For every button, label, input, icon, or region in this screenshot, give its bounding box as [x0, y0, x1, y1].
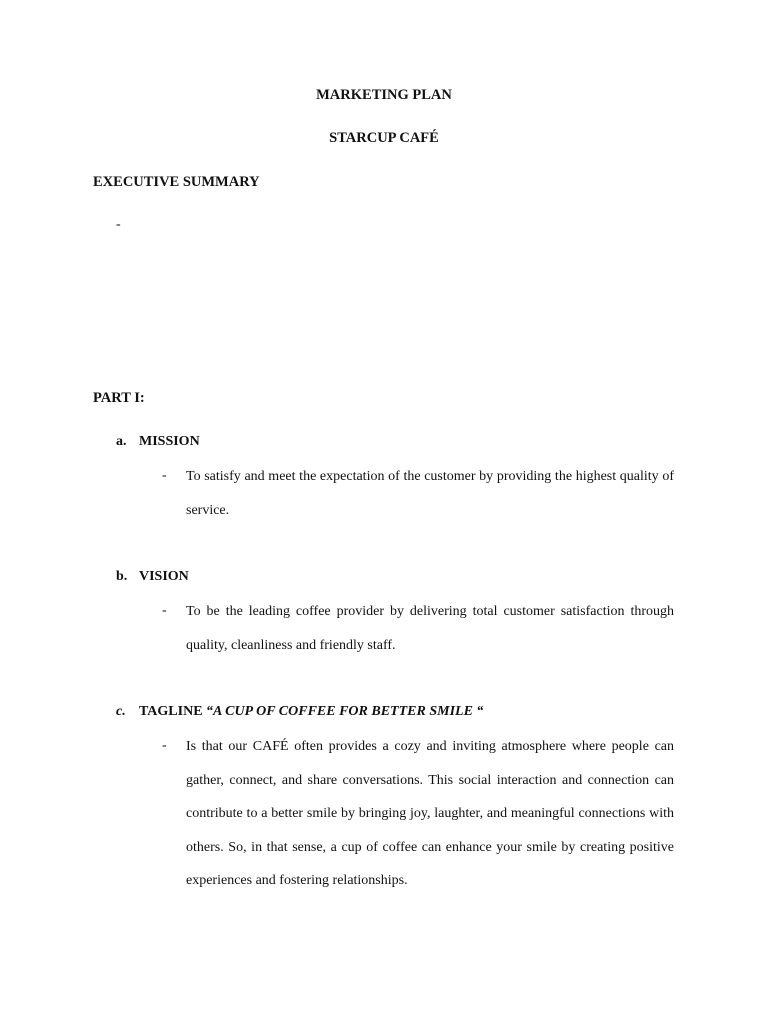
mission-bullet: -: [162, 468, 167, 483]
executive-summary-bullet: -: [116, 217, 121, 232]
tagline-bullet: -: [162, 738, 167, 753]
document-subtitle: STARCUP CAFÉ: [329, 130, 439, 146]
part-one-heading: PART I:: [93, 390, 145, 406]
vision-letter: b.: [116, 569, 128, 584]
vision-bullet: -: [162, 603, 167, 618]
vision-text: To be the leading coffee provider by delivering total customer satisfaction through quality, cleanliness and friendly staff.: [186, 604, 674, 653]
tagline-label-row: [139, 704, 483, 720]
document-title: MARKETING PLAN: [316, 87, 452, 103]
tagline-letter: c.: [116, 704, 126, 719]
mission-label: MISSION: [139, 434, 200, 449]
mission-text: To satisfy and meet the expectation of the customer by providing the highest quality of service.: [186, 469, 674, 518]
vision-label: VISION: [139, 569, 189, 584]
tagline-quote: “A CUP OF COFFEE FOR BETTER SMILE “: [206, 704, 484, 719]
executive-summary-heading: EXECUTIVE SUMMARY: [93, 174, 260, 190]
mission-letter: a.: [116, 434, 127, 449]
tagline-label: TAGLINE: [139, 704, 203, 719]
tagline-text: Is that our CAFÉ often provides a cozy and inviting atmosphere where people can gather, connect, and share conversations. This social interaction and connection can contribute to a better smile by bringing joy, laughter, and meaningful connections with others. So, in that sense, a cup of coffee can enhance your smile by creating positive experiences and fostering relationships.: [186, 739, 674, 889]
